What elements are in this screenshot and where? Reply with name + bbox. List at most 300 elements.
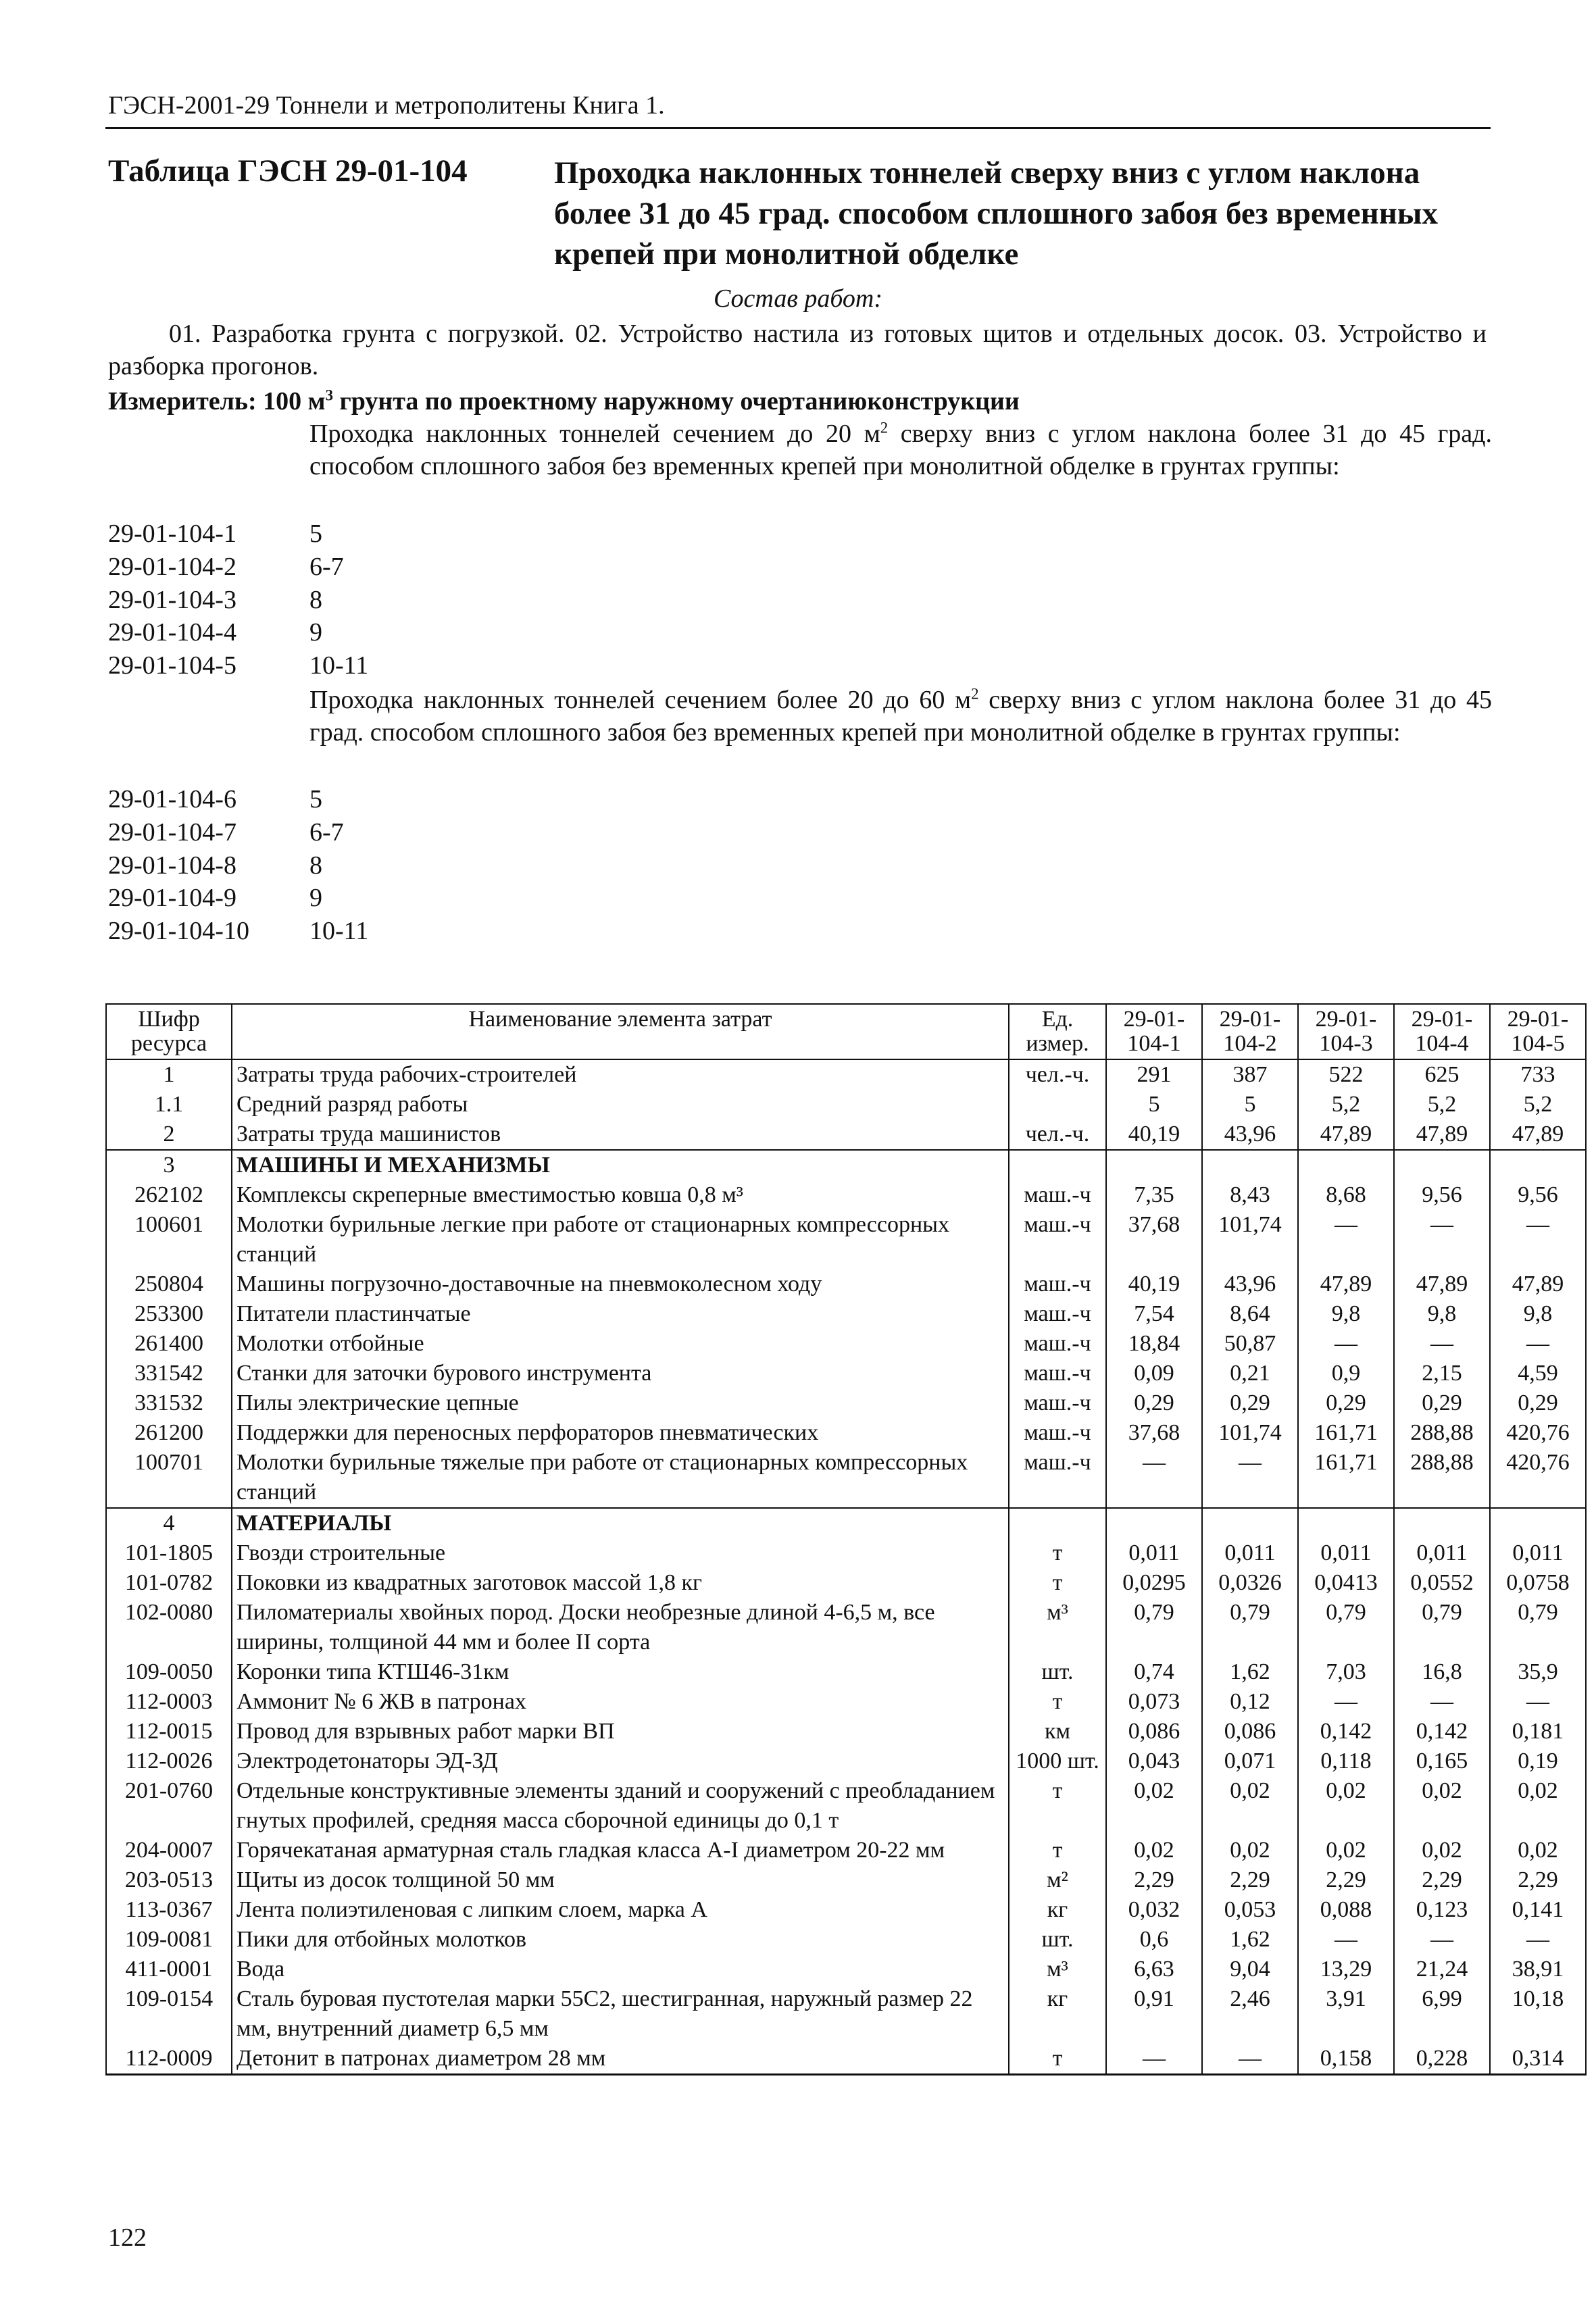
value-cell: 0,02 <box>1298 1836 1394 1865</box>
resource-unit: т <box>1009 1836 1106 1865</box>
resource-code: 100601 <box>106 1210 232 1269</box>
value-cell: 387 <box>1202 1059 1298 1090</box>
resource-code: 109-0081 <box>106 1925 232 1955</box>
value-cell: 288,88 <box>1394 1448 1490 1508</box>
resource-code: 201-0760 <box>106 1776 232 1836</box>
page-number: 122 <box>108 2223 147 2252</box>
value-cell: 43,96 <box>1202 1269 1298 1299</box>
header-col-5: 29-01-104-5 <box>1490 1004 1586 1059</box>
resource-name: Детонит в патронах диаметром 28 мм <box>232 2044 1009 2075</box>
resource-unit: т <box>1009 1776 1106 1836</box>
value-cell: 43,96 <box>1202 1120 1298 1150</box>
value-cell: 288,88 <box>1394 1418 1490 1448</box>
value-cell: 0,0758 <box>1490 1568 1586 1598</box>
variant-code: 29-01-104-4 <box>108 618 236 647</box>
value-cell: 2,29 <box>1106 1865 1202 1895</box>
value-cell: 8,68 <box>1298 1180 1394 1210</box>
value-cell: 0,9 <box>1298 1359 1394 1388</box>
value-cell: 0,09 <box>1106 1359 1202 1388</box>
variant-row <box>108 783 368 816</box>
value-cell: 8,43 <box>1202 1180 1298 1210</box>
table-row <box>106 1120 1586 1150</box>
value-cell: 47,89 <box>1394 1269 1490 1299</box>
value-cell: 161,71 <box>1298 1448 1394 1508</box>
value-cell: 0,011 <box>1490 1538 1586 1568</box>
value-cell: 3,91 <box>1298 1984 1394 2044</box>
variant-row <box>108 518 368 551</box>
resource-unit: маш.-ч <box>1009 1269 1106 1299</box>
value-cell: 101,74 <box>1202 1210 1298 1269</box>
resource-unit: маш.-ч <box>1009 1388 1106 1418</box>
value-cell: 7,54 <box>1106 1299 1202 1329</box>
variant-code: 29-01-104-9 <box>108 884 236 913</box>
table-row <box>106 1090 1586 1120</box>
resource-code: 1.1 <box>106 1090 232 1120</box>
resource-unit: м³ <box>1009 1955 1106 1984</box>
running-header: ГЭСН-2001-29 Тоннели и метрополитены Книга 1. <box>108 91 665 120</box>
value-cell: 0,12 <box>1202 1687 1298 1717</box>
value-cell: 6,99 <box>1394 1984 1490 2044</box>
group1-variants <box>108 518 368 682</box>
value-cell: 10,18 <box>1490 1984 1586 2044</box>
value-cell: 5,2 <box>1394 1090 1490 1120</box>
resource-code: 101-0782 <box>106 1568 232 1598</box>
resource-unit <box>1009 1150 1106 1180</box>
resource-name: Коронки типа КТШ46-31км <box>232 1657 1009 1687</box>
variant-group: 10-11 <box>309 917 369 946</box>
resource-code: 2 <box>106 1120 232 1150</box>
value-cell: 0,142 <box>1394 1717 1490 1746</box>
value-cell <box>1394 1150 1490 1180</box>
variant-code: 29-01-104-6 <box>108 785 236 813</box>
value-cell: 0,073 <box>1106 1687 1202 1717</box>
resource-name: Станки для заточки бурового инструмента <box>232 1359 1009 1388</box>
table-row <box>106 2044 1586 2075</box>
value-cell: 0,29 <box>1106 1388 1202 1418</box>
value-cell: — <box>1106 1448 1202 1508</box>
value-cell: 0,011 <box>1394 1538 1490 1568</box>
value-cell: 5,2 <box>1298 1090 1394 1120</box>
resource-unit: т <box>1009 1538 1106 1568</box>
meter-sup: 3 <box>325 386 333 404</box>
resource-name: Аммонит № 6 ЖВ в патронах <box>232 1687 1009 1717</box>
resources-table <box>105 1003 1587 2076</box>
value-cell: — <box>1490 1210 1586 1269</box>
value-cell: — <box>1298 1687 1394 1717</box>
value-cell: — <box>1394 1925 1490 1955</box>
value-cell: 733 <box>1490 1059 1586 1090</box>
value-cell: 0,0326 <box>1202 1568 1298 1598</box>
value-cell: 625 <box>1394 1059 1490 1090</box>
value-cell: — <box>1490 1687 1586 1717</box>
table-row <box>106 1717 1586 1746</box>
resource-unit: чел.-ч. <box>1009 1120 1106 1150</box>
resource-unit <box>1009 1090 1106 1120</box>
table-row <box>106 1388 1586 1418</box>
value-cell: 47,89 <box>1298 1269 1394 1299</box>
resource-name: Щиты из досок толщиной 50 мм <box>232 1865 1009 1895</box>
value-cell: 0,011 <box>1298 1538 1394 1568</box>
value-cell: 0,0552 <box>1394 1568 1490 1598</box>
value-cell: 291 <box>1106 1059 1202 1090</box>
resource-unit: маш.-ч <box>1009 1418 1106 1448</box>
value-cell: 0,02 <box>1298 1776 1394 1836</box>
value-cell: 0,032 <box>1106 1895 1202 1925</box>
resource-name: Молотки отбойные <box>232 1329 1009 1359</box>
value-cell: — <box>1202 1448 1298 1508</box>
value-cell: 9,56 <box>1490 1180 1586 1210</box>
measurement-unit <box>108 386 1020 416</box>
value-cell: 0,142 <box>1298 1717 1394 1746</box>
value-cell: 0,74 <box>1106 1657 1202 1687</box>
header-col-4: 29-01-104-4 <box>1394 1004 1490 1059</box>
table-row <box>106 1598 1586 1657</box>
resource-unit: кг <box>1009 1895 1106 1925</box>
resource-unit: маш.-ч <box>1009 1359 1106 1388</box>
value-cell: 47,89 <box>1298 1120 1394 1150</box>
value-cell: 420,76 <box>1490 1448 1586 1508</box>
value-cell: 38,91 <box>1490 1955 1586 1984</box>
resource-code: 204-0007 <box>106 1836 232 1865</box>
value-cell: 6,63 <box>1106 1955 1202 1984</box>
value-cell: 0,02 <box>1394 1776 1490 1836</box>
value-cell: 2,29 <box>1394 1865 1490 1895</box>
variant-row <box>108 816 368 849</box>
resource-code: 112-0026 <box>106 1746 232 1776</box>
header-col-1: 29-01-104-1 <box>1106 1004 1202 1059</box>
resource-unit: чел.-ч. <box>1009 1059 1106 1090</box>
table-row <box>106 1895 1586 1925</box>
variant-code: 29-01-104-10 <box>108 917 249 946</box>
resource-name: Вода <box>232 1955 1009 1984</box>
table-row <box>106 1448 1586 1508</box>
value-cell: 0,011 <box>1202 1538 1298 1568</box>
resource-name: Пиломатериалы хвойных пород. Доски необрезные длиной 4-6,5 м, все ширины, толщиной 44 мм и более II сорта <box>232 1598 1009 1657</box>
resource-unit: км <box>1009 1717 1106 1746</box>
value-cell: 420,76 <box>1490 1418 1586 1448</box>
value-cell <box>1106 1150 1202 1180</box>
resource-code: 112-0009 <box>106 2044 232 2075</box>
value-cell <box>1490 1508 1586 1538</box>
value-cell: 9,04 <box>1202 1955 1298 1984</box>
value-cell: 0,228 <box>1394 2044 1490 2075</box>
group2-intro-sup: 2 <box>971 685 979 703</box>
table-row <box>106 1269 1586 1299</box>
resource-name: Горячекатаная арматурная сталь гладкая класса А-I диаметром 20-22 мм <box>232 1836 1009 1865</box>
value-cell: 2,15 <box>1394 1359 1490 1388</box>
resource-name: Гвозди строительные <box>232 1538 1009 1568</box>
variant-row <box>108 551 368 584</box>
resource-code: 109-0050 <box>106 1657 232 1687</box>
variant-code: 29-01-104-2 <box>108 552 236 581</box>
variant-group: 9 <box>309 884 322 913</box>
meter-prefix: Измеритель: 100 м <box>108 387 326 416</box>
resource-name: Молотки бурильные тяжелые при работе от стационарных компрессорных станций <box>232 1448 1009 1508</box>
table-header-row <box>106 1004 1586 1059</box>
value-cell: 9,8 <box>1394 1299 1490 1329</box>
resource-code: 109-0154 <box>106 1984 232 2044</box>
value-cell: 0,141 <box>1490 1895 1586 1925</box>
resource-code: 253300 <box>106 1299 232 1329</box>
resource-code: 203-0513 <box>106 1865 232 1895</box>
value-cell: 35,9 <box>1490 1657 1586 1687</box>
value-cell: 0,79 <box>1394 1598 1490 1657</box>
resource-unit: т <box>1009 1687 1106 1717</box>
resource-code: 4 <box>106 1508 232 1538</box>
resource-code: 113-0367 <box>106 1895 232 1925</box>
resource-unit: т <box>1009 2044 1106 2075</box>
resource-name: Провод для взрывных работ марки ВП <box>232 1717 1009 1746</box>
resource-name: Сталь буровая пустотелая марки 55С2, шестигранная, наружный размер 22 мм, внутренний диаметр 6,5 мм <box>232 1984 1009 2044</box>
resource-code: 102-0080 <box>106 1598 232 1657</box>
resource-name: Лента полиэтиленовая с липким слоем, марка А <box>232 1895 1009 1925</box>
value-cell: 0,123 <box>1394 1895 1490 1925</box>
variant-group: 5 <box>309 520 322 548</box>
variant-group: 8 <box>309 851 322 880</box>
table-row <box>106 1955 1586 1984</box>
variant-group: 5 <box>309 785 322 813</box>
variant-row <box>108 649 368 682</box>
resource-name: Затраты труда машинистов <box>232 1120 1009 1150</box>
value-cell: 0,071 <box>1202 1746 1298 1776</box>
resource-name: МАТЕРИАЛЫ <box>232 1508 1009 1538</box>
value-cell: 0,02 <box>1106 1776 1202 1836</box>
resource-name: Комплексы скреперные вместимостью ковша 0,8 м³ <box>232 1180 1009 1210</box>
value-cell: 5,2 <box>1490 1090 1586 1120</box>
value-cell: 40,19 <box>1106 1120 1202 1150</box>
value-cell: 0,118 <box>1298 1746 1394 1776</box>
group2-intro-b: сверху вниз с углом наклона более 31 до 45 град. способом сплошного забоя без временных крепей при монолитной обделке в грунтах группы: <box>309 686 1492 747</box>
value-cell: 0,91 <box>1106 1984 1202 2044</box>
table-row <box>106 1776 1586 1836</box>
value-cell: 9,8 <box>1490 1299 1586 1329</box>
value-cell: 161,71 <box>1298 1418 1394 1448</box>
resource-code: 112-0015 <box>106 1717 232 1746</box>
value-cell: 0,158 <box>1298 2044 1394 2075</box>
variant-row <box>108 882 368 915</box>
variant-row <box>108 849 368 882</box>
variant-group: 10-11 <box>309 651 369 680</box>
value-cell: 4,59 <box>1490 1359 1586 1388</box>
resource-code: 1 <box>106 1059 232 1090</box>
resource-code: 261200 <box>106 1418 232 1448</box>
resource-unit: шт. <box>1009 1925 1106 1955</box>
value-cell: 0,29 <box>1202 1388 1298 1418</box>
value-cell: 2,46 <box>1202 1984 1298 2044</box>
value-cell: 0,02 <box>1202 1836 1298 1865</box>
table-code: Таблица ГЭСН 29-01-104 <box>108 153 468 188</box>
value-cell: 0,043 <box>1106 1746 1202 1776</box>
resource-unit: маш.-ч <box>1009 1329 1106 1359</box>
header-name: Наименование элемента затрат <box>232 1004 1009 1059</box>
resource-name: Машины погрузочно-доставочные на пневмоколесном ходу <box>232 1269 1009 1299</box>
resource-unit: маш.-ч <box>1009 1210 1106 1269</box>
value-cell: — <box>1394 1210 1490 1269</box>
variant-group: 6-7 <box>309 818 344 847</box>
resource-unit: м³ <box>1009 1598 1106 1657</box>
table-row <box>106 1299 1586 1329</box>
section-row <box>106 1508 1586 1538</box>
value-cell: 1,62 <box>1202 1657 1298 1687</box>
group1-intro <box>309 418 1492 482</box>
table-row <box>106 1568 1586 1598</box>
variant-row <box>108 915 368 948</box>
value-cell: 0,29 <box>1490 1388 1586 1418</box>
resource-name: Поковки из квадратных заготовок массой 1,8 кг <box>232 1568 1009 1598</box>
header-code: Шифр ресурса <box>106 1004 232 1059</box>
variant-code: 29-01-104-1 <box>108 520 236 548</box>
variant-group: 8 <box>309 585 322 614</box>
variant-group: 6-7 <box>309 552 344 581</box>
value-cell: — <box>1298 1210 1394 1269</box>
value-cell: 0,79 <box>1106 1598 1202 1657</box>
variant-code: 29-01-104-7 <box>108 818 236 847</box>
value-cell: 50,87 <box>1202 1329 1298 1359</box>
value-cell: 0,086 <box>1106 1717 1202 1746</box>
resource-code: 100701 <box>106 1448 232 1508</box>
value-cell: 2,29 <box>1490 1865 1586 1895</box>
value-cell: — <box>1490 1329 1586 1359</box>
resource-name: Поддержки для переносных перфораторов пневматических <box>232 1418 1009 1448</box>
meter-suffix: грунта по проектному наружному очертаниюконструкции <box>332 387 1020 416</box>
value-cell <box>1202 1508 1298 1538</box>
works-description: 01. Разработка грунта с погрузкой. 02. Устройство настила из готовых щитов и отдельных досок. 03. Устройство и разборка прогонов. <box>108 320 1487 380</box>
resource-code: 3 <box>106 1150 232 1180</box>
value-cell: — <box>1490 1925 1586 1955</box>
table-row <box>106 1538 1586 1568</box>
resource-unit: кг <box>1009 1984 1106 2044</box>
value-cell: 0,02 <box>1394 1836 1490 1865</box>
group1-intro-b: сверху вниз с углом наклона более 31 до 45 град. способом сплошного забоя без временных крепей при монолитной обделке в грунтах группы: <box>309 420 1492 480</box>
value-cell <box>1298 1150 1394 1180</box>
resource-unit: м² <box>1009 1865 1106 1895</box>
table-row <box>106 1925 1586 1955</box>
value-cell: 0,29 <box>1394 1388 1490 1418</box>
resource-name: МАШИНЫ И МЕХАНИЗМЫ <box>232 1150 1009 1180</box>
value-cell: 18,84 <box>1106 1329 1202 1359</box>
resource-unit: маш.-ч <box>1009 1180 1106 1210</box>
value-cell: 9,8 <box>1298 1299 1394 1329</box>
value-cell: 0,79 <box>1490 1598 1586 1657</box>
table-row <box>106 1984 1586 2044</box>
resource-code: 261400 <box>106 1329 232 1359</box>
value-cell: 13,29 <box>1298 1955 1394 1984</box>
value-cell: 1,62 <box>1202 1925 1298 1955</box>
resource-unit: 1000 шт. <box>1009 1746 1106 1776</box>
value-cell: 0,02 <box>1202 1776 1298 1836</box>
value-cell: 522 <box>1298 1059 1394 1090</box>
resource-code: 331542 <box>106 1359 232 1388</box>
resource-code: 411-0001 <box>106 1955 232 1984</box>
value-cell: 7,35 <box>1106 1180 1202 1210</box>
resource-code: 112-0003 <box>106 1687 232 1717</box>
resource-unit: маш.-ч <box>1009 1299 1106 1329</box>
value-cell: 21,24 <box>1394 1955 1490 1984</box>
value-cell: 37,68 <box>1106 1418 1202 1448</box>
value-cell: — <box>1298 1329 1394 1359</box>
value-cell: 0,02 <box>1106 1836 1202 1865</box>
value-cell <box>1202 1150 1298 1180</box>
table-row <box>106 1359 1586 1388</box>
value-cell: — <box>1202 2044 1298 2075</box>
resource-name: Затраты труда рабочих-строителей <box>232 1059 1009 1090</box>
resource-name: Молотки бурильные легкие при работе от стационарных компрессорных станций <box>232 1210 1009 1269</box>
value-cell: — <box>1106 2044 1202 2075</box>
group1-intro-a: Проходка наклонных тоннелей сечением до 20 м <box>309 420 880 448</box>
resource-name: Пилы электрические цепные <box>232 1388 1009 1418</box>
value-cell: 16,8 <box>1394 1657 1490 1687</box>
value-cell <box>1298 1508 1394 1538</box>
value-cell: 0,314 <box>1490 2044 1586 2075</box>
value-cell: 5 <box>1202 1090 1298 1120</box>
value-cell: 0,79 <box>1202 1598 1298 1657</box>
value-cell: 40,19 <box>1106 1269 1202 1299</box>
resource-name: Отдельные конструктивные элементы зданий и сооружений с преобладанием гнутых профилей, средняя масса сборочной единицы до 0,1 т <box>232 1776 1009 1836</box>
header-col-3: 29-01-104-3 <box>1298 1004 1394 1059</box>
value-cell: 0,6 <box>1106 1925 1202 1955</box>
value-cell: 0,011 <box>1106 1538 1202 1568</box>
table-row <box>106 1836 1586 1865</box>
resource-unit: шт. <box>1009 1657 1106 1687</box>
value-cell: 2,29 <box>1202 1865 1298 1895</box>
resource-code: 262102 <box>106 1180 232 1210</box>
composition-label: Состав работ: <box>713 284 883 313</box>
group2-intro-a: Проходка наклонных тоннелей сечением более 20 до 60 м <box>309 686 972 714</box>
table-row <box>106 1865 1586 1895</box>
group1-intro-sup: 2 <box>880 419 889 436</box>
value-cell: 0,29 <box>1298 1388 1394 1418</box>
variant-row <box>108 616 368 649</box>
value-cell: 0,19 <box>1490 1746 1586 1776</box>
value-cell <box>1394 1508 1490 1538</box>
resource-name: Питатели пластинчатые <box>232 1299 1009 1329</box>
resource-name: Электродетонаторы ЭД-ЗД <box>232 1746 1009 1776</box>
value-cell: 8,64 <box>1202 1299 1298 1329</box>
value-cell: 2,29 <box>1298 1865 1394 1895</box>
value-cell: 0,181 <box>1490 1717 1586 1746</box>
value-cell: — <box>1394 1329 1490 1359</box>
table-row <box>106 1687 1586 1717</box>
table-row <box>106 1059 1586 1090</box>
value-cell: 0,79 <box>1298 1598 1394 1657</box>
variant-code: 29-01-104-5 <box>108 651 236 680</box>
group2-variants <box>108 783 368 948</box>
value-cell: 0,0295 <box>1106 1568 1202 1598</box>
value-cell <box>1106 1508 1202 1538</box>
table-row <box>106 1329 1586 1359</box>
group2-intro <box>309 684 1492 749</box>
value-cell: 7,03 <box>1298 1657 1394 1687</box>
table-title: Проходка наклонных тоннелей сверху вниз с углом наклона более 31 до 45 град. способом сплошного забоя без временных крепей при монолитной обделке <box>554 155 1438 272</box>
table-row <box>106 1657 1586 1687</box>
value-cell: 0,165 <box>1394 1746 1490 1776</box>
resource-unit: т <box>1009 1568 1106 1598</box>
value-cell: 0,02 <box>1490 1836 1586 1865</box>
header-unit: Ед. измер. <box>1009 1004 1106 1059</box>
resource-code: 250804 <box>106 1269 232 1299</box>
variant-code: 29-01-104-8 <box>108 851 236 880</box>
variant-group: 9 <box>309 618 322 647</box>
value-cell: 47,89 <box>1490 1120 1586 1150</box>
value-cell: 0,0413 <box>1298 1568 1394 1598</box>
section-row <box>106 1150 1586 1180</box>
resource-unit <box>1009 1508 1106 1538</box>
value-cell: — <box>1394 1687 1490 1717</box>
resource-code: 331532 <box>106 1388 232 1418</box>
variant-code: 29-01-104-3 <box>108 585 236 614</box>
value-cell: 0,053 <box>1202 1895 1298 1925</box>
value-cell: 9,56 <box>1394 1180 1490 1210</box>
